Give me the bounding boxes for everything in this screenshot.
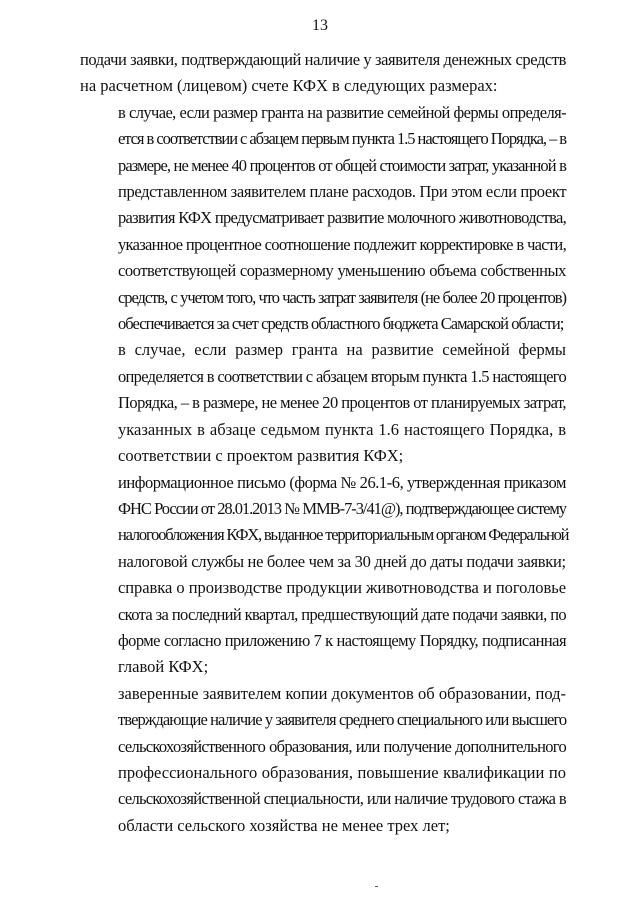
text-line: ется в соответствии с абзацем первым пункта 1.5 настоящего Порядка, – в [118, 129, 567, 149]
text-line: скота за последний квартал, предшествующий дате подачи заявки, по [118, 604, 566, 624]
document-body [80, 47, 569, 839]
text-line: справка о производстве продукции животноводства и поголовье [118, 578, 566, 598]
text-line: профессионального образования, повышение квалификации по [118, 762, 566, 782]
text-line: налоговой службы не более чем за 30 дней до даты подачи заявки; [118, 551, 566, 571]
text-line: определяется в соответствии с абзацем вторым пункта 1.5 настоящего [118, 366, 566, 386]
page-number: 13 [312, 17, 328, 34]
text-line: указанных в абзаце седьмом пункта 1.6 настоящего Порядка, в [118, 419, 566, 439]
text-line: форме согласно приложению 7 к настоящему Порядку, подписанная [118, 630, 566, 650]
text-line: подачи заявки, подтверждающий наличие у заявителя денежных средств [80, 50, 567, 69]
paragraph-education-documents [80, 681, 566, 839]
text-line: главой КФХ; [118, 657, 209, 677]
paragraph-funds-confirmation [80, 47, 566, 100]
text-line: сельскохозяйственной специальности, или наличие трудового стажа в [118, 789, 566, 809]
text-line: соответствии с проектом развития КФХ; [118, 446, 404, 466]
text-line: налогообложения КФХ, выданное территориальным органом Федеральной [118, 525, 569, 545]
paragraph-grant-20-percent [80, 337, 566, 469]
paragraph-grant-40-percent [80, 100, 566, 338]
text-line: обеспечивается за счет средств областного бюджета Самарской области; [118, 314, 564, 334]
text-line: сельскохозяйственного образования, или получение дополнительного [118, 736, 566, 756]
text-line: области сельского хозяйства не менее трех лет; [118, 815, 450, 835]
text-line: заверенные заявителем копии документов об образовании, под- [118, 683, 566, 703]
text-line: представленном заявителем плане расходов. При этом если проект [118, 182, 567, 202]
text-line: на расчетном (лицевом) счете КФХ в следующих размерах: [80, 76, 498, 96]
text-line: информационное письмо (форма № 26.1-6, утвержденная приказом [118, 472, 566, 492]
text-line: Порядка, – в размере, не менее 20 процентов от планируемых затрат, [118, 393, 566, 413]
text-line: развития КФХ предусматривает развитие молочного животноводства, [118, 208, 566, 228]
text-line: соответствующей соразмерному уменьшению объема собственных [118, 261, 566, 281]
text-line: средств, с учетом того, что часть затрат заявителя (не более 20 процентов) [118, 287, 566, 307]
text-line: в случае, если размер гранта на развитие семейной фермы определя- [118, 102, 566, 122]
text-line: указанное процентное соотношение подлежит корректировке в части, [118, 234, 566, 254]
paragraph-tax-letter [80, 470, 569, 576]
text-line: в случае, если размер гранта на развитие семейной фермы [118, 340, 566, 360]
text-line: размере, не менее 40 процентов от общей стоимости затрат, указанной в [118, 155, 566, 175]
text-line: тверждающие наличие у заявителя среднего специального или высшего [118, 710, 567, 730]
paragraph-livestock-certificate [80, 575, 566, 681]
text-line: ФНС России от 28.01.2013 № ММВ-7-3/41@), подтверждающее систему [118, 498, 566, 518]
scan-speck [375, 886, 378, 887]
